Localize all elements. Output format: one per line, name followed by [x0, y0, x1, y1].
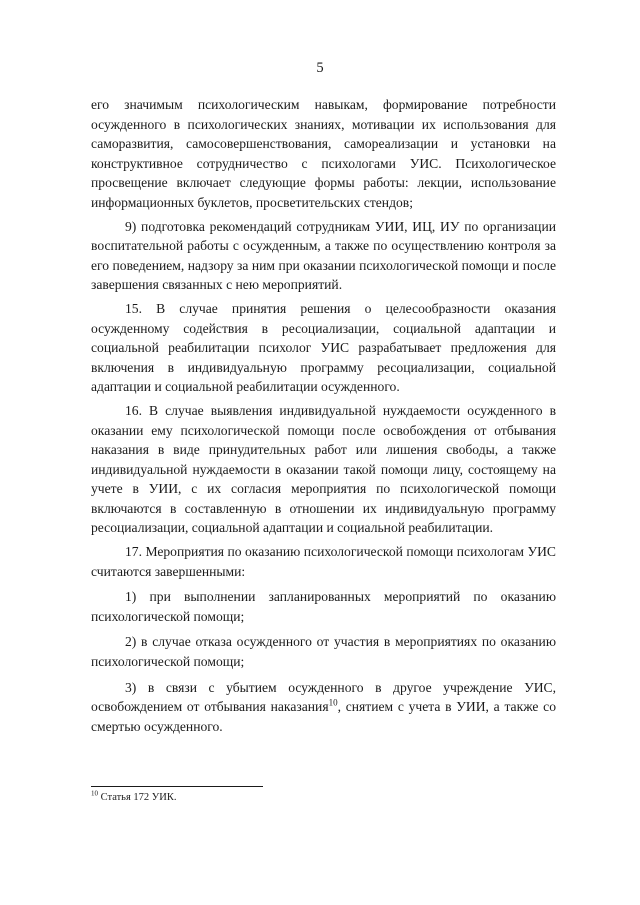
- paragraph-item-3: [91, 678, 556, 737]
- footnote-divider: [91, 786, 263, 787]
- footnote: [91, 791, 176, 804]
- paragraph-item-1: 1) при выполнении запланированных мероприятий по оказанию психологической помощи;: [91, 589, 556, 624]
- paragraph-item-9: 9) подготовка рекомендаций сотрудникам УИИ, ИЦ, ИУ по организации воспитательной работы с осужденным, а также по осуществлению контроля за его поведением, надзору за ним при оказании психологической помощи и после завершения связанных с нею мероприятий.: [91, 218, 556, 293]
- paragraph-item-3-text-before: 3) в связи с убытием осужденного в другое учреждение УИС, освобождением от отбывания наказания: [91, 679, 556, 715]
- footnote-number: 10: [91, 789, 98, 798]
- paragraph-16: 16. В случае выявления индивидуальной нуждаемости осужденного в оказании ему психологической помощи после освобождения от отбывания наказания в виде принудительных работ или лишения свободы, а также индивидуальной нуждаемости в оказании такой помощи лицу, состоящему на учете в УИИ, с их согласия мероприятия по психологической помощи включаются в составленную в отношении их индивидуальную программу ресоциализации, социальной адаптации и социальной реабилитации.: [91, 402, 556, 536]
- paragraph-continuation: его значимым психологическим навыкам, формирование потребности осужденного в психологических знаниях, мотивации их использования для саморазвития, самосовершенствования, самореализации и установки на конструктивное сотрудничество с психологами УИС. Психологическое просвещение включает следующие формы работы: лекции, использование информационных буклетов, просветительских стендов;: [91, 97, 556, 210]
- footnote-reference: 10: [328, 697, 338, 708]
- paragraph-17: 17. Мероприятия по оказанию психологической помощи психологам УИС считаются завершенными:: [91, 544, 556, 579]
- footnote-text: Статья 172 УИК.: [98, 792, 177, 803]
- paragraph-item-2: 2) в случае отказа осужденного от участия в мероприятиях по оказанию психологической помощи;: [91, 634, 556, 670]
- paragraph-15: 15. В случае принятия решения о целесообразности оказания осужденному содействия в ресоциализации, социальной адаптации и социальной реабилитации психолог УИС разрабатывает предложения для включения в индивидуальную программу ресоциализации, социальной адаптации и социальной реабилитации осужденного.: [91, 300, 556, 395]
- document-body: [91, 95, 556, 736]
- paragraph-item-3-text-after: , снятием с учета в УИИ, а также со смертью осужденного.: [91, 699, 556, 734]
- page-number: 5: [316, 60, 324, 76]
